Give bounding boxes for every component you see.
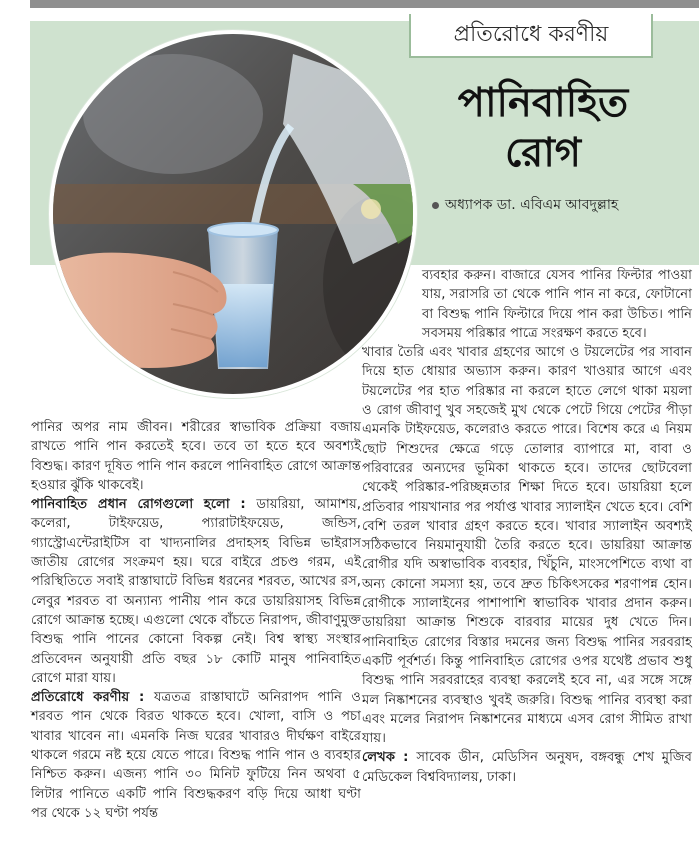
headline-line-1: পানিবাহিত bbox=[457, 80, 629, 126]
left-column bbox=[31, 418, 361, 823]
prevention-body: যত্রতত্র রাস্তাঘাটে অনিরাপদ পানি ও শরবত পান থেকে বিরত থাকতে হবে। খোলা, বাসি ও পচা খাবার খাবেন না। এমনকি নিজ ঘরের খাবারও দীর্ঘক্ষণ বাইরে থাকলে গরমে নষ্ট হয়ে যেতে পারে। বিশুদ্ধ পানি পান ও ব্যবহার নিশ্চিত করুন। এজন্য পানি ৩০ মিনিট ফুটিয়ে নিন অথবা ৫ লিটার পানিতে একটি পানি বিশুদ্ধকরণ বড়ি দিয়ে আধা ঘণ্টা পর থেকে ১২ ঘণ্টা পর্যন্ত bbox=[31, 690, 361, 821]
glass-of-water-photo bbox=[53, 34, 413, 394]
top-rule bbox=[30, 0, 699, 8]
author-note bbox=[362, 748, 692, 787]
author-credentials: সাবেক ডীন, মেডিসিন অনুষদ, বঙ্গবন্ধু শেখ মুজিব মেডিকেল বিশ্ববিদ্যালয়, ঢাকা। bbox=[362, 750, 692, 785]
prevention-lead: প্রতিরোধে করণীয় : bbox=[31, 690, 154, 706]
author-name: অধ্যাপক ডা. এবিএম আবদুল্লাহ bbox=[445, 197, 619, 213]
author-lead: লেখক : bbox=[362, 750, 417, 766]
section-kicker: প্রতিরোধে করণীয় bbox=[409, 14, 653, 58]
article-headline bbox=[418, 78, 668, 178]
byline bbox=[432, 193, 692, 217]
headline-line-2: রোগ bbox=[504, 130, 582, 176]
diseases-paragraph bbox=[31, 495, 361, 688]
diseases-body: ডায়রিয়া, আমাশয়, কলেরা, টাইফয়েড, প্যারাটাইফয়েড, জন্ডিস, গ্যাস্ট্রোএন্টেরাইটিস বা খাদ্যনালির প্রদাহসহ বিভিন্ন ভাইরাস জাতীয় রোগের সংক্রমণ হয়। ঘরে বাইরে প্রচণ্ড গরম, এই পরিস্থিতিতে সবাই রাস্তাঘাটে বিভিন্ন ধরনের শরবত, আখের রস, লেবুর শরবত বা অন্যান্য পানীয় পান করে ডায়রিয়াসহ বিভিন্ন রোগে আক্রান্ত হচ্ছে। এগুলো থেকে বাঁচতে নিরাপদ, জীবাণুমুক্ত বিশুদ্ধ পানি পানের কোনো বিকল্প নেই। বিশ্ব স্বাস্থ্য সংস্থার প্রতিবেদন অনুযায়ী প্রতি বছর ১৮ কোটি মানুষ পানিবাহিত রোগে মারা যায়। bbox=[31, 497, 361, 686]
right-column bbox=[362, 266, 692, 787]
prevention-paragraph bbox=[31, 688, 361, 823]
bullet-icon bbox=[432, 202, 439, 209]
intro-paragraph: পানির অপর নাম জীবন। শরীরের স্বাভাবিক প্রক্রিয়া বজায় রাখতে পানি পান করতেই হবে। তবে তা হতে হবে অবশ্যই বিশুদ্ধ। কারণ দূষিত পানি পান করলে পানিবাহিত রোগে আক্রান্ত হওয়ার ঝুঁকি থাকবেই। bbox=[31, 420, 361, 493]
filter-paragraph: ব্যবহার করুন। বাজারে যেসব পানির ফিল্টার পাওয়া যায়, সরাসরি তা থেকে পানি পান না করে, ফোটানো বা বিশুদ্ধ পানি ফিল্টারে দিয়ে পান করা উচিত। পানি সবসময় পরিষ্কার পাত্রে সংরক্ষণ করতে হবে। bbox=[422, 268, 692, 341]
diseases-lead: পানিবাহিত প্রধান রোগগুলো হলো : bbox=[31, 497, 257, 513]
hygiene-paragraph: খাবার তৈরি এবং খাবার গ্রহণের আগে ও টয়লেটের পর সাবান দিয়ে হাত ধোয়ার অভ্যাস করুন। কারণ খাওয়ার আগে এবং টয়লেটের পর হাত পরিষ্কার না করলে হাতে লেগে থাকা ময়লা ও রোগ জীবাণু খুব সহজেই মুখ থেকে পেটে গিয়ে পেটের পীড়া এমনকি টাইফয়েড, কলেরাও করতে পারে। বিশেষ করে এ নিয়ম ছোট শিশুদের ক্ষেত্রে গড়ে তোলার ব্যাপারে মা, বাবা ও পরিবারের অন্যদের ভূমিকা থাকতে হবে। তাদের ছোটবেলা থেকেই পরিষ্কার-পরিচ্ছন্নতার শিক্ষা দিতে হবে। ডায়রিয়া হলে প্রতিবার পায়খানার পর পর্যাপ্ত খাবার স্যালাইন খেতে হবে। বেশি বেশি তরল খাবার গ্রহণ করতে হবে। খাবার স্যালাইন অবশ্যই সঠিকভাবে নিয়মানুযায়ী তৈরি করতে হবে। ডায়রিয়া আক্রান্ত রোগীর যদি অস্বাভাবিক ব্যবহার, খিঁচুনি, মাংসপেশিতে ব্যথা বা অন্য কোনো সমস্যা হয়, তবে দ্রুত চিকিৎসকের শরণাপন্ন হোন। রোগীকে স্যালাইনের পাশাপাশি স্বাভাবিক খাবার প্রদান করুন। ডায়রিয়া আক্রান্ত শিশুকে বারবার মায়ের দুধ খেতে দিন। পানিবাহিত রোগের বিস্তার দমনের জন্য বিশুদ্ধ পানির সরবরাহ একটি পূর্বশর্ত। কিন্তু পানিবাহিত রোগের ওপর যথেষ্ট প্রভাব শুধু বিশুদ্ধ পানি সরবরাহের ব্যবস্থা করলেই হবে না, এর সঙ্গে সঙ্গে মল নিষ্কাশনের ব্যবস্থাও খুবই জরুরি। বিশুদ্ধ পানির ব্যবস্থা করা এবং মলের নিরাপদ নিষ্কাশনের মাধ্যমে এসব রোগ সীমিত রাখা যায়। bbox=[362, 345, 692, 747]
